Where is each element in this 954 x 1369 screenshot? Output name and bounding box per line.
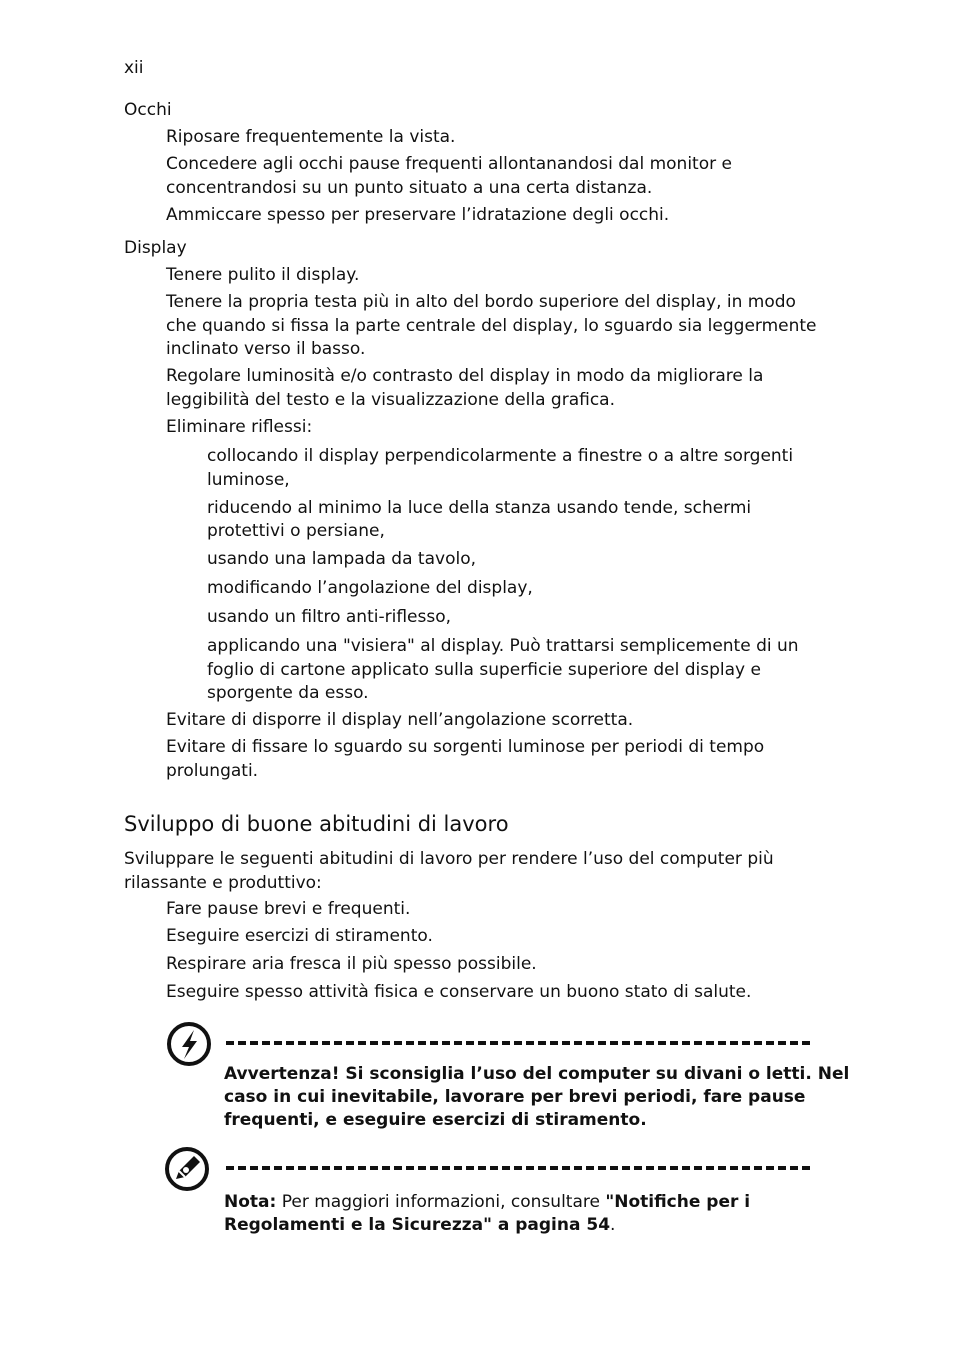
sub-list-item-cont: luminose, [207, 470, 290, 490]
list-item: Evitare di disporre il display nell’angolazione scorretta. [166, 710, 634, 730]
warning-text-cont: caso in cui inevitabile, lavorare per brevi periodi, fare pause [224, 1087, 806, 1107]
list-item-cont: prolungati. [166, 761, 259, 781]
warning-divider [226, 1041, 810, 1045]
sub-list-item: riducendo al minimo la luce della stanza usando tende, schermi [207, 498, 752, 518]
list-item: Regolare luminosità e/o contrasto del display in modo da migliorare la [166, 366, 764, 386]
sub-list-item-cont: foglio di cartone applicato sulla superficie superiore del display e [207, 660, 761, 680]
section-title: Sviluppo di buone abitudini di lavoro [124, 812, 509, 836]
sub-list-item: usando un filtro anti-riflesso, [207, 607, 452, 627]
list-item: Evitare di fissare lo sguardo su sorgenti luminose per periodi di tempo [166, 737, 765, 757]
note-text: Per maggiori informazioni, consultare [276, 1192, 606, 1212]
section-heading-display: Display [124, 238, 187, 258]
warning-text-cont: frequenti, e eseguire esercizi di stiramento. [224, 1110, 647, 1130]
list-item: Tenere la propria testa più in alto del bordo superiore del display, in modo [166, 292, 796, 312]
sub-list-item: applicando una "visiera" al display. Può trattarsi semplicemente di un [207, 636, 799, 656]
list-item: Tenere pulito il display. [166, 265, 360, 285]
sub-list-item-cont: sporgente da esso. [207, 683, 369, 703]
note-pen-icon [164, 1146, 210, 1192]
list-item: Riposare frequentemente la vista. [166, 127, 456, 147]
sub-list-item: usando una lampada da tavolo, [207, 549, 476, 569]
note-link[interactable]: "Notifiche per i [605, 1192, 751, 1212]
section-heading-occhi: Occhi [124, 100, 172, 120]
list-item: Eseguire esercizi di stiramento. [166, 926, 433, 946]
intro-paragraph-cont: rilassante e produttivo: [124, 873, 322, 893]
warning-lightning-icon [166, 1021, 212, 1067]
page-number: xii [124, 58, 144, 78]
list-item: Eseguire spesso attività fisica e conservare un buono stato di salute. [166, 982, 752, 1002]
list-item-cont: che quando si fissa la parte centrale del display, lo sguardo sia leggermente [166, 316, 817, 336]
list-item-cont: leggibilità del testo e la visualizzazione della grafica. [166, 390, 615, 410]
list-item-cont: inclinato verso il basso. [166, 339, 366, 359]
list-item: Concedere agli occhi pause frequenti allontanandosi dal monitor e [166, 154, 732, 174]
note-text-line-cont [224, 1214, 615, 1237]
list-item: Respirare aria fresca il più spesso possibile. [166, 954, 537, 974]
note-divider [226, 1166, 810, 1170]
note-end: . [610, 1215, 616, 1235]
list-item: Fare pause brevi e frequenti. [166, 899, 411, 919]
warning-text: Avvertenza! Si sconsiglia l’uso del computer su divani o letti. Nel [224, 1064, 850, 1084]
note-text-line [224, 1191, 750, 1214]
note-label: Nota: [224, 1192, 277, 1212]
note-link-cont[interactable]: Regolamenti e la Sicurezza" a pagina 54 [224, 1215, 611, 1235]
list-item: Ammiccare spesso per preservare l’idratazione degli occhi. [166, 205, 670, 225]
list-item-cont: concentrandosi su un punto situato a una certa distanza. [166, 178, 653, 198]
sub-list-item: modificando l’angolazione del display, [207, 578, 533, 598]
intro-paragraph: Sviluppare le seguenti abitudini di lavoro per rendere l’uso del computer più [124, 849, 774, 869]
list-item: Eliminare riflessi: [166, 417, 313, 437]
sub-list-item: collocando il display perpendicolarmente a finestre o a altre sorgenti [207, 446, 794, 466]
sub-list-item-cont: protettivi o persiane, [207, 521, 385, 541]
